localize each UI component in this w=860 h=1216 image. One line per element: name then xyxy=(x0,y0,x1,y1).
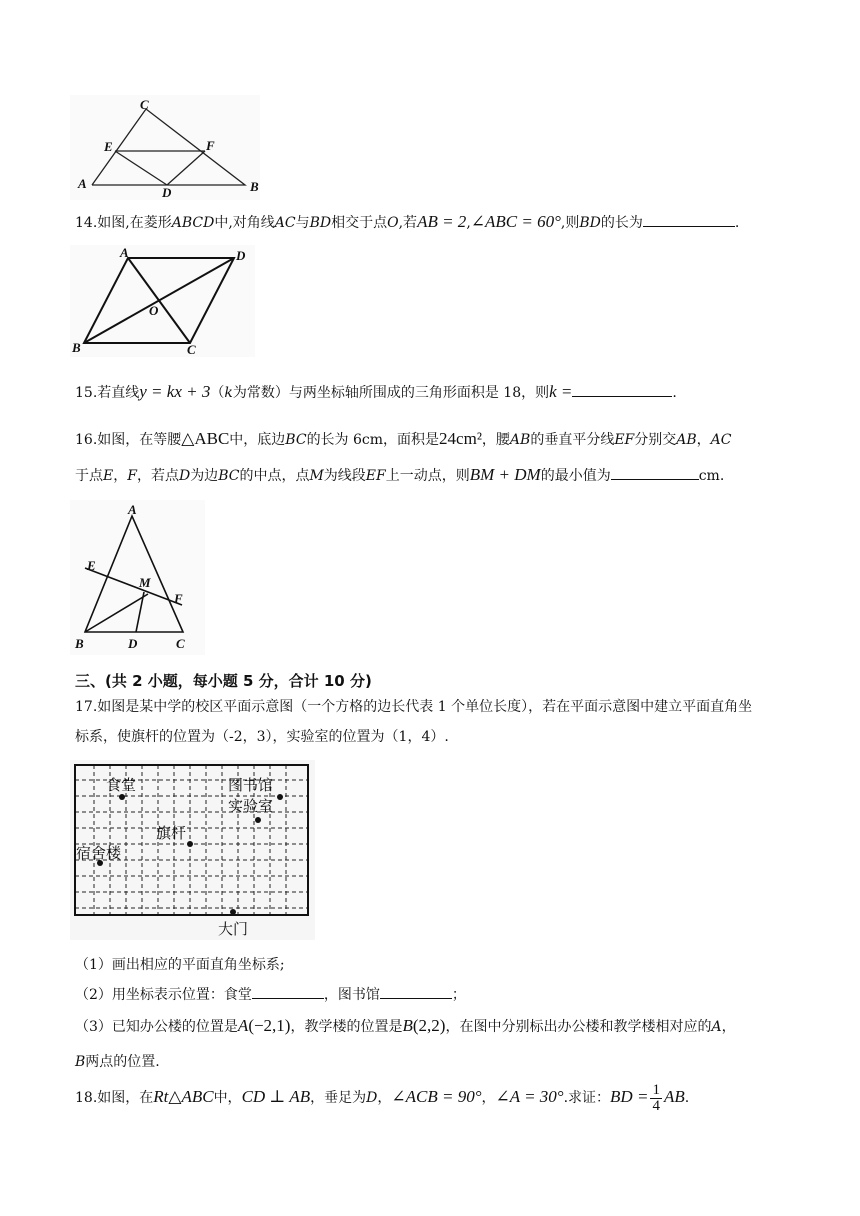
fig13-label-f: F xyxy=(206,138,215,153)
fig16-label-m: M xyxy=(139,575,151,590)
flagpole-point xyxy=(187,841,193,847)
fig14-label-a: A xyxy=(120,245,129,260)
fig16-label-e: E xyxy=(87,558,96,573)
question-16-line1: 16.如图，在等腰△ABC中，底边BC的长为 6cm，面积是24cm²，腰AB的垂直平分线EF分别交AB，AC xyxy=(75,429,732,448)
canteen-point xyxy=(119,794,125,800)
map-label-canteen: 食堂 xyxy=(106,778,137,794)
question-17-line1: 17.如图是某中学的校区平面示意图（一个方格的边长代表 1 个单位长度），若在平面示意图中建立平面直角坐 xyxy=(75,699,753,715)
fig14-label-b: B xyxy=(72,340,81,355)
gate-point xyxy=(230,909,236,915)
question-18: 18.如图，在Rt△ABC中，CD ⊥ AB，垂足为D，∠ACB = 90°，∠A = 30°.求证：BD = $\frac{1}{4}$ AB. xyxy=(75,1081,690,1114)
figure-16 xyxy=(70,500,205,655)
question-17-part2: （2）用坐标表示位置：食堂 ，图书馆 ； xyxy=(75,984,466,1005)
fig13-label-b: B xyxy=(250,179,259,194)
fig16-label-b: B xyxy=(75,636,84,651)
question-17-line2: 标系，使旗杆的位置为（-2，3），实验室的位置为（1，4）. xyxy=(75,729,449,745)
fig14-label-c: C xyxy=(187,342,196,357)
lab-point xyxy=(255,817,261,823)
answer-blank-library[interactable] xyxy=(380,984,452,999)
section-3-heading: 三、(共 2 小题，每小题 5 分，合计 10 分) xyxy=(75,672,372,690)
question-14: 14.如图,在菱形ABCD中,对角线AC与BD相交于点O,若AB = 2,∠ABC = 60°,则BD的长为 . xyxy=(75,212,740,231)
fig16-label-c: C xyxy=(176,636,185,651)
fig13-label-d: D xyxy=(162,185,172,200)
fig13-label-c: C xyxy=(140,97,149,112)
fig14-label-o: O xyxy=(149,303,159,318)
library-point xyxy=(277,794,283,800)
map-label-flagpole: 旗杆 xyxy=(156,826,187,842)
fig13-label-e: E xyxy=(104,139,113,154)
map-label-dorm: 宿舍楼 xyxy=(76,846,122,862)
question-17-part3-cont: B两点的位置. xyxy=(75,1054,160,1070)
figure-14 xyxy=(70,245,255,357)
answer-blank-15[interactable] xyxy=(572,382,672,397)
question-15: 15.若直线y = kx + 3（k为常数）与两坐标轴所围成的三角形面积是 18，则k = . xyxy=(75,382,677,401)
fig13-label-a: A xyxy=(78,176,87,191)
question-17-part1: （1）画出相应的平面直角坐标系; xyxy=(75,957,285,973)
fig16-label-d: D xyxy=(128,636,138,651)
question-16-line2: 于点E，F，若点D为边BC的中点，点M为线段EF上一动点，则BM + DM的最小值为 cm. xyxy=(75,465,725,484)
question-17-part3: （3）已知办公楼的位置是A(−2,1)，教学楼的位置是B(2,2)，在图中分别标出办公楼和教学楼相对应的A， xyxy=(75,1016,736,1035)
fig16-label-f: F xyxy=(174,591,183,606)
answer-blank-14[interactable] xyxy=(643,212,735,227)
map-label-library: 图书馆 xyxy=(228,778,274,794)
fig14-label-d: D xyxy=(236,248,246,263)
answer-blank-canteen[interactable] xyxy=(252,984,324,999)
fraction-one-quarter: $\frac{1}{4}$ xyxy=(652,1081,660,1114)
campus-map xyxy=(70,760,315,940)
map-label-gate: 大门 xyxy=(218,922,249,938)
answer-blank-16[interactable] xyxy=(611,465,699,480)
figure-13 xyxy=(70,95,260,200)
fig16-label-a: A xyxy=(128,502,137,517)
map-label-lab: 实验室 xyxy=(228,799,274,815)
